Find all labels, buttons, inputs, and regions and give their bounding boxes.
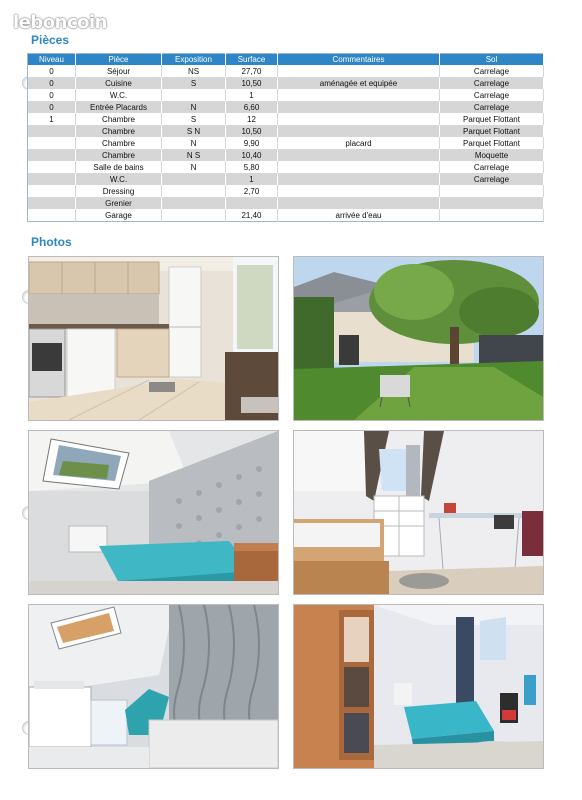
- rooms-section-title: Pièces: [31, 33, 70, 47]
- table-cell: [278, 125, 440, 137]
- table-cell: [278, 149, 440, 161]
- table-cell: [440, 197, 544, 209]
- table-row: [28, 137, 544, 149]
- table-header-row: [28, 54, 544, 66]
- table-cell: S: [162, 77, 226, 89]
- table-cell: N: [162, 137, 226, 149]
- table-cell: Entrée Placards: [76, 101, 162, 113]
- table-cell: 2,70: [226, 185, 278, 197]
- table-cell: S N: [162, 125, 226, 137]
- leboncoin-watermark: leboncoin: [13, 12, 107, 33]
- table-cell: [28, 197, 76, 209]
- table-cell: Moquette: [440, 149, 544, 161]
- table-cell: Carrelage: [440, 101, 544, 113]
- table-cell: Parquet Flottant: [440, 137, 544, 149]
- photos-section-title: Photos: [31, 235, 72, 249]
- table-cell: aménagée et equipée: [278, 77, 440, 89]
- table-cell: Parquet Flottant: [440, 125, 544, 137]
- table-row: [28, 185, 544, 197]
- table-cell: 6,60: [226, 101, 278, 113]
- table-cell: 10,50: [226, 77, 278, 89]
- table-cell: Carrelage: [440, 77, 544, 89]
- table-cell: 1: [226, 173, 278, 185]
- table-cell: [278, 197, 440, 209]
- table-cell: Carrelage: [440, 89, 544, 101]
- table-cell: [28, 125, 76, 137]
- table-cell: [28, 173, 76, 185]
- table-cell: Carrelage: [440, 65, 544, 77]
- photo-bedroom-3: [293, 604, 544, 769]
- table-cell: [278, 65, 440, 77]
- table-row: [28, 89, 544, 101]
- photo-garden: [293, 256, 544, 421]
- table-cell: 5,80: [226, 161, 278, 173]
- table-cell: Chambre: [76, 113, 162, 125]
- table-cell: [28, 137, 76, 149]
- table-cell: Chambre: [76, 137, 162, 149]
- table-row: [28, 161, 544, 173]
- table-cell: [28, 209, 76, 222]
- table-cell: 27,70: [226, 65, 278, 77]
- table-row: [28, 125, 544, 137]
- table-cell: Grenier: [76, 197, 162, 209]
- table-row: [28, 149, 544, 161]
- photo-bathroom: [28, 604, 279, 769]
- table-cell: 10,40: [226, 149, 278, 161]
- table-cell: [278, 113, 440, 125]
- column-header: Pièce: [76, 54, 162, 66]
- table-cell: Carrelage: [440, 173, 544, 185]
- table-row: [28, 173, 544, 185]
- table-cell: [162, 197, 226, 209]
- table-cell: placard: [278, 137, 440, 149]
- table-cell: Garage: [76, 209, 162, 222]
- table-cell: [162, 185, 226, 197]
- table-cell: [278, 101, 440, 113]
- table-row: [28, 65, 544, 77]
- table-cell: [440, 209, 544, 222]
- table-cell: 1: [226, 89, 278, 101]
- table-cell: 0: [28, 101, 76, 113]
- table-cell: 0: [28, 89, 76, 101]
- table-cell: Chambre: [76, 149, 162, 161]
- table-row: [28, 197, 544, 209]
- table-row: [28, 209, 544, 222]
- photo-kitchen: [28, 256, 279, 421]
- table-cell: 9,90: [226, 137, 278, 149]
- table-cell: 10,50: [226, 125, 278, 137]
- table-cell: Dressing: [76, 185, 162, 197]
- table-cell: [278, 161, 440, 173]
- table-cell: arrivée d'eau: [278, 209, 440, 222]
- table-cell: NS: [162, 65, 226, 77]
- table-cell: [162, 89, 226, 101]
- column-header: Sol: [440, 54, 544, 66]
- table-cell: W.C.: [76, 173, 162, 185]
- table-cell: [226, 197, 278, 209]
- table-cell: N S: [162, 149, 226, 161]
- photo-bedroom-2: [293, 430, 544, 595]
- table-cell: S: [162, 113, 226, 125]
- table-cell: [278, 173, 440, 185]
- table-cell: N: [162, 101, 226, 113]
- column-header: Commentaires: [278, 54, 440, 66]
- table-cell: 21,40: [226, 209, 278, 222]
- table-cell: [162, 173, 226, 185]
- table-cell: W.C.: [76, 89, 162, 101]
- table-cell: 12: [226, 113, 278, 125]
- table-cell: Carrelage: [440, 161, 544, 173]
- rooms-table: [27, 53, 544, 222]
- table-cell: [278, 185, 440, 197]
- table-cell: Séjour: [76, 65, 162, 77]
- column-header: Exposition: [162, 54, 226, 66]
- table-cell: [162, 209, 226, 222]
- table-row: [28, 113, 544, 125]
- table-cell: 0: [28, 65, 76, 77]
- table-cell: [278, 89, 440, 101]
- table-cell: Salle de bains: [76, 161, 162, 173]
- table-cell: Cuisine: [76, 77, 162, 89]
- column-header: Niveau: [28, 54, 76, 66]
- table-cell: [440, 185, 544, 197]
- table-cell: 0: [28, 77, 76, 89]
- table-cell: Chambre: [76, 125, 162, 137]
- table-body: [28, 65, 544, 222]
- table-row: [28, 77, 544, 89]
- column-header: Surface: [226, 54, 278, 66]
- photo-bedroom-1: [28, 430, 279, 595]
- table-cell: Parquet Flottant: [440, 113, 544, 125]
- table-cell: [28, 185, 76, 197]
- table-cell: 1: [28, 113, 76, 125]
- table-cell: N: [162, 161, 226, 173]
- table-row: [28, 101, 544, 113]
- table-cell: [28, 149, 76, 161]
- table-cell: [28, 161, 76, 173]
